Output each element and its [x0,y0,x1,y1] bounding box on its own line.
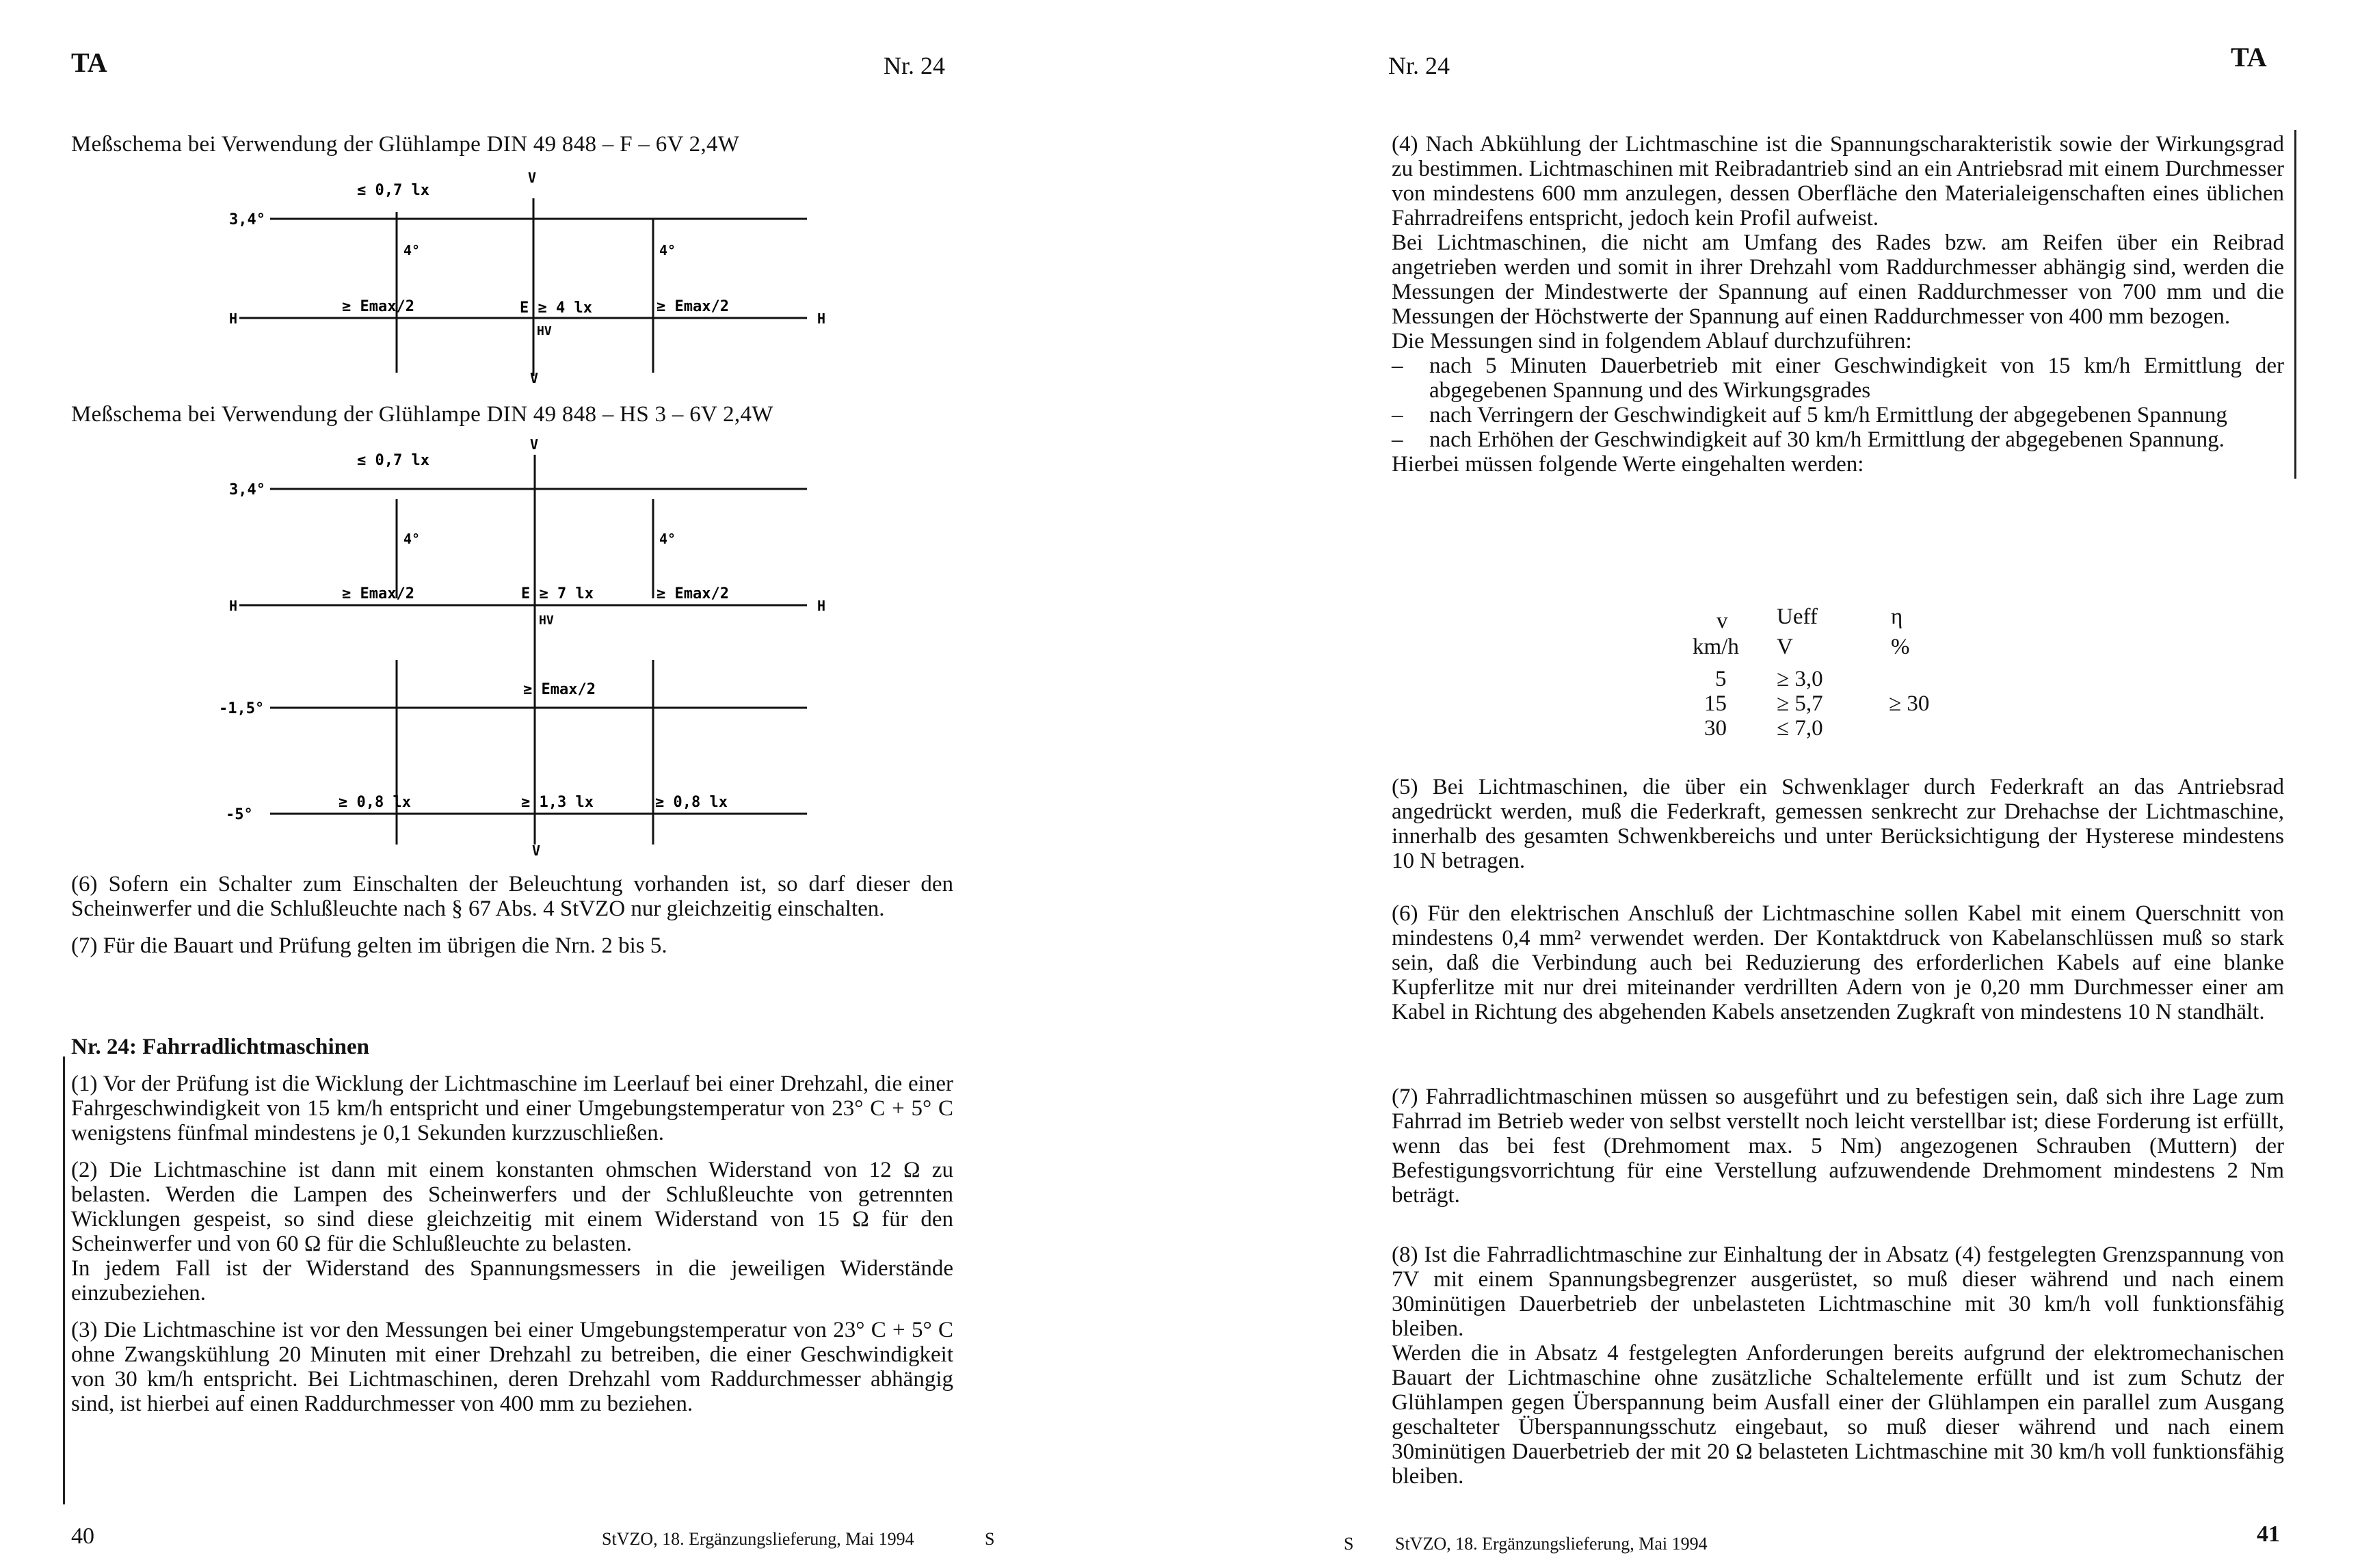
d2-angle-5: -5° [226,806,253,823]
table-unit-v: V [1777,635,1793,659]
right-p5: (5) Bei Lichtmaschinen, die über ein Schwenklager durch Federkraft an das Antriebsrad angedrückt werden, muß die Federkraft, gemessen senkrecht zur Drehachse der Lichtmaschine, innerhalb des gesamten Schwenkbereichs und unter Berücksichtigung der Hysterese mindestens 10 N betragen. [1392,775,2284,873]
list-item: – nach 5 Minuten Dauerbetrieb mit einer Geschwindigkeit von 15 km/h Ermittlung der abgegebenen Spannung und des Wirkungsgrades [1392,354,2284,403]
para-6: (6) Sofern ein Schalter zum Einschalten der Beleuchtung vorhanden ist, so darf dieser den Scheinwerfer und die Schlußleuchte nach § 67 Abs. 4 StVZO nur gleichzeitig einschalten. [71,872,953,921]
right-para-4 [1392,132,2284,477]
left-page-number: 40 [71,1524,94,1549]
left-s2: (2) Die Lichtmaschine ist dann mit einem konstanten ohmschen Widerstand von 12 Ω zu belasten. Werden die Lampen des Scheinwerfers und der Schlußleuchte von getrennten Wicklungen gespeist, so sind diese gleichzeitig mit einem Widerstand von 15 Ω für den Scheinwerfer und von 60 Ω für die Schlußleuchte zu belasten. [71,1158,953,1256]
d2-val-left: ≥ 0,8 lx [339,794,411,811]
d2-angle-15: -1,5° [219,700,265,717]
d2-h-right: H [817,598,826,614]
d2-emax-left: ≥ Emax/2 [342,585,414,602]
measurement-diagram-2 [205,434,862,858]
table-header-ueff: Ueff [1777,604,1818,629]
right-p7: (7) Fahrradlichtmaschinen müssen so ausgeführt und zu befestigen sein, daß sich ihre Lage zum Fahrrad im Betrieb weder von selbst verstellt noch leicht verstellbar ist; diese Forderung ist erfüllt, wenn das bei fest (Drehmoment max. 5 Nm) angezogenen Schrauben (Muttern) der Befestigungsvorrichtung für eine Verstellung aufzuwendende Drehmoment mindestens 2 Nm beträgt. [1392,1085,2284,1208]
d2-emax-right: ≥ Emax/2 [657,585,729,602]
d1-angle4-right: 4° [659,242,676,258]
values-table [1689,604,1976,759]
d2-hv: HV [539,613,554,628]
d2-emax-mid: ≥ Emax/2 [523,681,596,698]
table-cell: ≥ 30 [1889,691,1930,716]
table-unit-percent: % [1891,635,1910,659]
d1-v-bottom: V [530,370,539,386]
d2-v-label: V [530,436,539,453]
table-cell: 30 [1704,716,1727,741]
caption-diagram-1: Meßschema bei Verwendung der Glühlampe DIN 49 848 – F – 6V 2,4W [71,132,740,157]
left-s1: (1) Vor der Prüfung ist die Wicklung der Lichtmaschine im Leerlauf bei einer Drehzahl, die einer Fahrgeschwindigkeit von 15 km/h entspricht und einer Umgebungstemperatur von 23° C + 5° C wenigstens fünfmal mindestens je 0,1 Sekunden kurzzuschließen. [71,1072,953,1145]
list-item: – nach Verringern der Geschwindigkeit auf 5 km/h Ermittlung der abgegebenen Spannung [1392,403,2227,427]
right-p8a: (8) Ist die Fahrradlichtmaschine zur Einhaltung der in Absatz (4) festgelegten Grenzspannung von 7V mit einem Spannungsbegrenzer ausgerüstet, so muß dieser während und nach einem 30minütigen Dauerbetrieb der unbelasteten Lichtmaschine mit 30 km/h voll funktionsfähig bleiben. [1392,1243,2284,1341]
left-para-6-7 [71,872,953,970]
list-item-text: nach Verringern der Geschwindigkeit auf 5 km/h Ermittlung der abgegebenen Spannung [1429,403,2227,427]
left-body [71,1072,953,1429]
d1-emax-right: ≥ Emax/2 [657,298,729,315]
section-title: Nr. 24: Fahrradlichtmaschinen [71,1035,370,1059]
left-s3: (3) Die Lichtmaschine ist vor den Messungen bei einer Umgebungstemperatur von 23° C + 5° C ohne Zwangskühlung 20 Minuten mit einer Drehzahl zu betreiben, die einer Geschwindigkeit von 30 km/h entspricht. Bei Lichtmaschinen, deren Drehzahl vom Raddurchmesser abhängig sind, ist hierbei auf einen Raddurchmesser von 400 mm zu beziehen. [71,1318,953,1416]
right-p4: (4) Nach Abkühlung der Lichtmaschine ist die Spannungscharakteristik sowie der Wirkungsgrad zu bestimmen. Lichtmaschinen mit Reibradantrieb sind an ein Antriebsrad mit einem Durchmesser von mindestens 600 mm anzulegen, dessen Oberfläche den Materialeigenschaften eines üblichen Fahrradreifens entspricht, jedoch kein Profil aufweist. [1392,132,2284,230]
list-item-text: nach 5 Minuten Dauerbetrieb mit einer Geschwindigkeit von 15 km/h Ermittlung der abgegebenen Spannung und des Wirkungsgrades [1429,354,2284,403]
left-header-ta: TA [71,47,107,78]
measurement-diagram-1 [205,168,862,386]
d1-angle-top: 3,4° [229,211,265,228]
left-footer-s: S [985,1529,995,1549]
right-p6: (6) Für den elektrischen Anschluß der Lichtmaschine sollen Kabel mit einem Querschnitt von mindestens 0,4 mm² verwendet werden. Der Kontaktdruck von Kabelanschlüssen muß so stark sein, daß die Verbindung auch bei Reduzierung des erforderlichen Kabels auf eine blanke Kupferlitze mit nur drei miteinander verdrillten Adern von je 0,20 mm Durchmesser einer am Kabel in Richtung des abgehenden Kabels ansetzenden Zugkraft von mindestens 10 N standhält. [1392,901,2284,1024]
d2-v-bottom: V [532,842,541,858]
list-item: – nach Erhöhen der Geschwindigkeit auf 30 km/h Ermittlung der abgegebenen Spannung. [1392,427,2225,452]
d2-val-right: ≥ 0,8 lx [655,794,728,811]
d1-v-label: V [528,170,537,186]
right-p8b: Werden die in Absatz 4 festgelegten Anforderungen bereits aufgrund der elektromechanischen Bauart der Lichtmaschine ohne zusätzliche Schaltelemente erfüllt und ist zum Schutz der Glühlampen gegen Überspannung beim Ausfall einer der Glühlampen ein parallel zum Ausgang geschalteter Überspannungsschutz eingebaut, so muß dieser während und nach einem 30minütigen Dauerbetrieb der mit 20 Ω belasteten Lichtmaschine mit 30 km/h voll funktionsfähig bleiben. [1392,1341,2284,1489]
d1-center: E ≥ 4 lx [520,300,592,317]
table-cell: 5 [1715,667,1727,691]
d2-center: E ≥ 7 lx [521,585,594,602]
list-item-text: nach Erhöhen der Geschwindigkeit auf 30 km/h Ermittlung der abgegebenen Spannung. [1429,427,2225,452]
right-footer-text: StVZO, 18. Ergänzungslieferung, Mai 1994 [1395,1534,1708,1554]
left-s2b: In jedem Fall ist der Widerstand des Spannungsmessers in die jeweiligen Widerstände einzubeziehen. [71,1256,953,1305]
right-page-number: 41 [2257,1522,2280,1547]
d1-angle4-left: 4° [403,242,421,258]
caption-diagram-2: Meßschema bei Verwendung der Glühlampe DIN 49 848 – HS 3 – 6V 2,4W [71,402,773,427]
d1-h-left: H [229,310,238,327]
table-cell: ≥ 5,7 [1777,691,1823,716]
right-change-bar [2294,130,2296,479]
left-footer-text: StVZO, 18. Ergänzungslieferung, Mai 1994 [602,1529,914,1549]
d1-top-label: ≤ 0,7 lx [357,182,429,199]
d2-top-label: ≤ 0,7 lx [357,452,429,469]
table-cell: ≤ 7,0 [1777,716,1823,741]
right-p4c: Die Messungen sind in folgendem Ablauf durchzuführen: [1392,329,1912,354]
right-p4b: Bei Lichtmaschinen, die nicht am Umfang des Rades bzw. am Reifen über ein Reibrad angetrieben werden und somit in ihrer Drehzahl vom Raddurchmesser abhängig sind, werden die Messungen der Mindestwerte der Spannung auf einen Raddurchmesser von 700 mm und die Messungen der Höchstwerte der Spannung auf einen Raddurchmesser von 400 mm bezogen. [1392,230,2284,329]
table-cell: ≥ 3,0 [1777,667,1823,691]
d1-hv: HV [537,324,552,338]
table-unit-kmh: km/h [1693,635,1739,659]
d2-angle4-left: 4° [403,531,421,547]
right-header-ta: TA [2231,42,2267,72]
d2-val-center: ≥ 1,3 lx [521,794,594,811]
table-header-eta: η [1891,604,1903,629]
left-header-nr: Nr. 24 [884,52,945,79]
d1-emax-left: ≥ Emax/2 [342,298,414,315]
right-header-nr: Nr. 24 [1388,52,1450,79]
table-header-v: v [1716,609,1728,633]
para-7: (7) Für die Bauart und Prüfung gelten im übrigen die Nrn. 2 bis 5. [71,933,667,958]
d1-h-right: H [817,310,826,327]
d2-h-left: H [229,598,238,614]
table-cell: 15 [1704,691,1727,716]
d2-angle4-right: 4° [659,531,676,547]
right-p4d: Hierbei müssen folgende Werte eingehalten werden: [1392,452,1864,477]
right-footer-s: S [1344,1534,1354,1554]
right-p8 [1392,1243,2284,1489]
left-change-bar [63,1057,65,1504]
d2-angle-top: 3,4° [229,481,265,499]
